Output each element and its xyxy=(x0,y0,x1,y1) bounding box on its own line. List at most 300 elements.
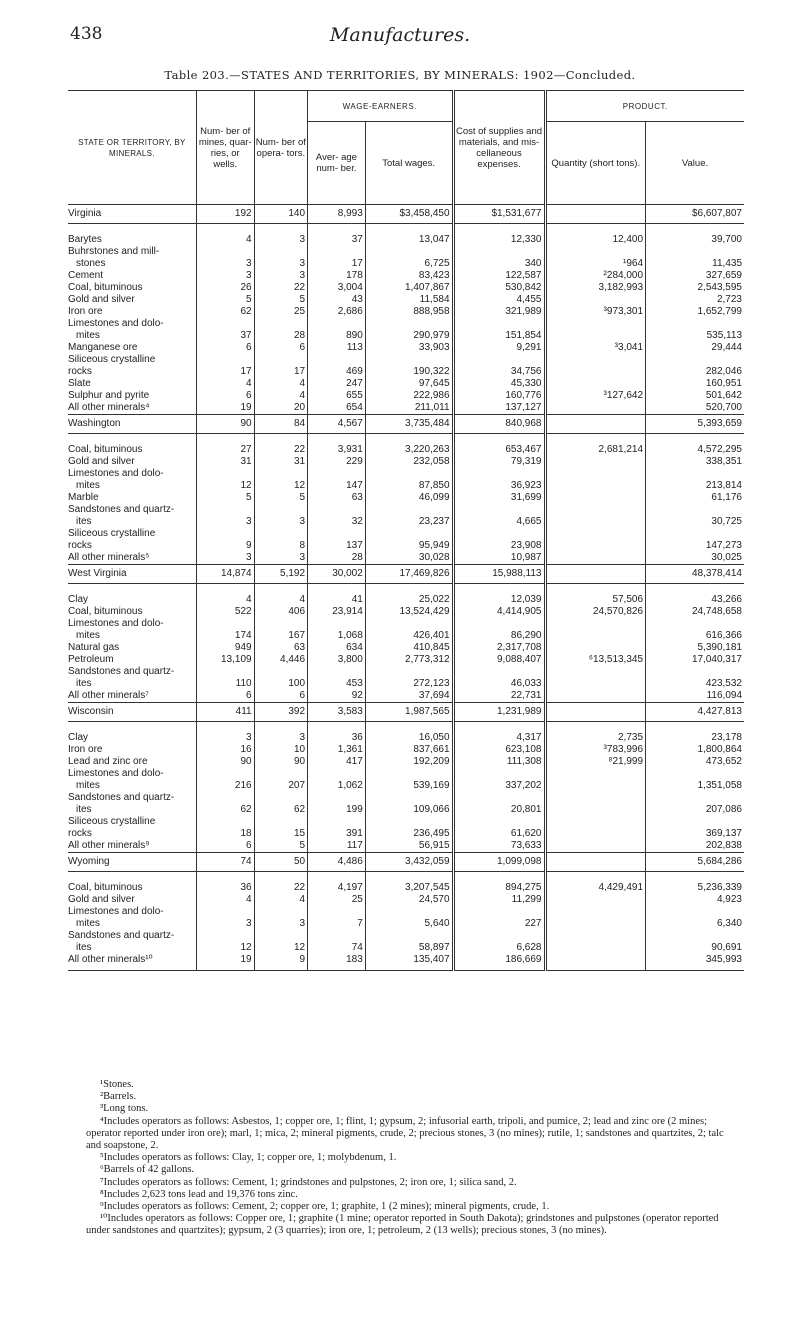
gap-cell xyxy=(68,872,196,883)
cell-quantity xyxy=(545,853,646,872)
cell-mines: 12 xyxy=(196,480,254,492)
col-group-product: PRODUCT. xyxy=(545,91,744,122)
mineral-name: mites xyxy=(76,330,100,341)
cell-cost: 23,908 xyxy=(453,540,545,552)
cell-total-wages: 33,903 xyxy=(365,342,453,354)
cell-total-wages: 236,495 xyxy=(365,828,453,840)
cell-mines: 62 xyxy=(196,306,254,318)
end-cell xyxy=(68,966,196,971)
mineral-row xyxy=(68,552,744,565)
gap-cell xyxy=(545,872,646,883)
cell-value: 30,725 xyxy=(646,516,744,528)
cell-avg-number: 30,002 xyxy=(308,565,366,584)
footnote: ¹Stones. xyxy=(100,1079,134,1090)
cell-mines: 90 xyxy=(196,756,254,768)
gap-cell xyxy=(68,584,196,595)
mineral-row xyxy=(68,654,744,666)
cell-value: 17,040,317 xyxy=(646,654,744,666)
cell-operators: 5 xyxy=(254,294,307,306)
cell-avg-number: 178 xyxy=(308,270,366,282)
cell-operators: 22 xyxy=(254,282,307,294)
cell-quantity xyxy=(545,318,646,330)
mineral-row xyxy=(68,732,744,744)
cell-avg-number: 8,993 xyxy=(308,205,366,224)
cell-quantity: ²284,000 xyxy=(545,270,646,282)
cell-total-wages: 11,584 xyxy=(365,294,453,306)
cell-cost xyxy=(453,528,545,540)
gap-cell xyxy=(453,584,545,595)
cell-value: 473,652 xyxy=(646,756,744,768)
mineral-name: Buhrstones and mill- xyxy=(68,246,160,257)
cell-avg-number: 183 xyxy=(308,954,366,966)
cell-total-wages: 426,401 xyxy=(365,630,453,642)
mineral-name: ites xyxy=(76,516,92,527)
cell-mines: 62 xyxy=(196,804,254,816)
row-gap xyxy=(68,434,744,445)
page-header xyxy=(0,24,800,54)
gap-cell xyxy=(196,872,254,883)
mineral-row xyxy=(68,666,744,678)
cell-cost xyxy=(453,618,545,630)
cell-cost xyxy=(453,246,545,258)
mineral-row xyxy=(68,744,744,756)
cell-quantity xyxy=(545,828,646,840)
col-quantity: Quantity (short tons). xyxy=(545,122,646,205)
cell-mines: 174 xyxy=(196,630,254,642)
cell-avg-number: 92 xyxy=(308,690,366,703)
mineral-name: stones xyxy=(76,258,106,269)
cell-cost: 4,455 xyxy=(453,294,545,306)
cell-avg-number xyxy=(308,906,366,918)
cell-value xyxy=(646,246,744,258)
gap-cell xyxy=(308,584,366,595)
cell-value: 5,390,181 xyxy=(646,642,744,654)
cell-mines xyxy=(196,354,254,366)
row-gap xyxy=(68,722,744,733)
gap-cell xyxy=(646,434,744,445)
cell-value: 4,572,295 xyxy=(646,444,744,456)
cell-avg-number xyxy=(308,666,366,678)
cell-operators: 5 xyxy=(254,840,307,853)
row-gap xyxy=(68,224,744,235)
gap-cell xyxy=(196,224,254,235)
cell-quantity: ⁸21,999 xyxy=(545,756,646,768)
cell-value: 1,800,864 xyxy=(646,744,744,756)
mineral-row xyxy=(68,504,744,516)
cell-total-wages xyxy=(365,618,453,630)
mineral-name: mites xyxy=(76,780,100,791)
mineral-name: Coal, bituminous xyxy=(68,282,143,293)
cell-mines: 3 xyxy=(196,918,254,930)
cell-avg-number: 4,486 xyxy=(308,853,366,872)
cell-quantity: ³783,996 xyxy=(545,744,646,756)
mineral-name: Gold and silver xyxy=(68,894,135,905)
cell-mines xyxy=(196,768,254,780)
cell-total-wages: 1,407,867 xyxy=(365,282,453,294)
cell-total-wages xyxy=(365,246,453,258)
cell-value xyxy=(646,468,744,480)
cell-avg-number: 3,931 xyxy=(308,444,366,456)
gap-cell xyxy=(453,722,545,733)
cell-quantity xyxy=(545,492,646,504)
cell-avg-number xyxy=(308,618,366,630)
footnote: ³Long tons. xyxy=(100,1103,149,1115)
mineral-row xyxy=(68,630,744,642)
mineral-row xyxy=(68,330,744,342)
cell-avg-number: 634 xyxy=(308,642,366,654)
cell-avg-number: 199 xyxy=(308,804,366,816)
cell-mines: 411 xyxy=(196,703,254,722)
mineral-name: All other minerals¹⁰ xyxy=(68,954,153,965)
cell-total-wages xyxy=(365,354,453,366)
cell-operators xyxy=(254,906,307,918)
cell-total-wages: 95,949 xyxy=(365,540,453,552)
table-caption: Table 203.—STATES AND TERRITORIES, BY MINERALS: 1902—Concluded. xyxy=(164,68,636,82)
cell-avg-number: 1,062 xyxy=(308,780,366,792)
cell-operators: 28 xyxy=(254,330,307,342)
cell-quantity xyxy=(545,354,646,366)
cell-total-wages xyxy=(365,816,453,828)
state-name: Wisconsin xyxy=(68,706,114,717)
cell-operators: 12 xyxy=(254,942,307,954)
cell-avg-number xyxy=(308,246,366,258)
gap-cell xyxy=(308,224,366,235)
cell-total-wages: 13,524,429 xyxy=(365,606,453,618)
cell-quantity xyxy=(545,780,646,792)
mineral-row xyxy=(68,816,744,828)
cell-cost: 31,699 xyxy=(453,492,545,504)
cell-quantity xyxy=(545,930,646,942)
cell-value: 338,351 xyxy=(646,456,744,468)
cell-cost: 160,776 xyxy=(453,390,545,402)
cell-operators: 22 xyxy=(254,882,307,894)
mineral-row xyxy=(68,942,744,954)
cell-operators: 406 xyxy=(254,606,307,618)
cell-quantity: ³3,041 xyxy=(545,342,646,354)
cell-cost: $1,531,677 xyxy=(453,205,545,224)
cell-mines: 19 xyxy=(196,954,254,966)
gap-cell xyxy=(646,872,744,883)
mineral-row xyxy=(68,756,744,768)
cell-value: 29,444 xyxy=(646,342,744,354)
cell-cost: 321,989 xyxy=(453,306,545,318)
cell-operators: 84 xyxy=(254,415,307,434)
cell-mines xyxy=(196,792,254,804)
cell-operators: 6 xyxy=(254,690,307,703)
cell-operators: 20 xyxy=(254,402,307,415)
cell-operators: 392 xyxy=(254,703,307,722)
cell-value xyxy=(646,504,744,516)
cell-quantity: ¹964 xyxy=(545,258,646,270)
footnote: ⁶Barrels of 42 gallons. xyxy=(100,1164,195,1176)
cell-mines: 90 xyxy=(196,415,254,434)
cell-total-wages: 135,407 xyxy=(365,954,453,966)
cell-value: 369,137 xyxy=(646,828,744,840)
mineral-row xyxy=(68,606,744,618)
mineral-name: Gold and silver xyxy=(68,456,135,467)
mineral-name: All other minerals⁴ xyxy=(68,402,150,413)
cell-total-wages: 888,958 xyxy=(365,306,453,318)
mineral-row xyxy=(68,282,744,294)
end-cell xyxy=(254,966,307,971)
cell-value: 520,700 xyxy=(646,402,744,415)
cell-value: 6,340 xyxy=(646,918,744,930)
cell-mines xyxy=(196,816,254,828)
cell-mines: 18 xyxy=(196,828,254,840)
mineral-name: Natural gas xyxy=(68,642,120,653)
cell-cost: 9,291 xyxy=(453,342,545,354)
cell-mines: 26 xyxy=(196,282,254,294)
mineral-name: Sandstones and quartz- xyxy=(68,792,175,803)
cell-total-wages: 25,022 xyxy=(365,594,453,606)
cell-cost xyxy=(453,906,545,918)
cell-mines: 6 xyxy=(196,342,254,354)
cell-value xyxy=(646,792,744,804)
cell-operators xyxy=(254,666,307,678)
mineral-name: Sulphur and pyrite xyxy=(68,390,150,401)
cell-value: 2,543,595 xyxy=(646,282,744,294)
cell-quantity xyxy=(545,516,646,528)
footnotes xyxy=(86,1079,740,1238)
mineral-name: Siliceous crystalline xyxy=(68,354,156,365)
col-cost: Cost of supplies and materials, and mis- cellaneous expenses. xyxy=(453,91,545,205)
cell-quantity xyxy=(545,678,646,690)
cell-avg-number: 117 xyxy=(308,840,366,853)
cell-avg-number: 4,197 xyxy=(308,882,366,894)
row-gap xyxy=(68,584,744,595)
gap-cell xyxy=(646,584,744,595)
cell-operators xyxy=(254,768,307,780)
col-total-wages: Total wages. xyxy=(365,122,453,205)
cell-operators: 4,446 xyxy=(254,654,307,666)
mineral-name: Gold and silver xyxy=(68,294,135,305)
cell-avg-number: 23,914 xyxy=(308,606,366,618)
cell-quantity: 4,429,491 xyxy=(545,882,646,894)
cell-mines: 522 xyxy=(196,606,254,618)
cell-operators xyxy=(254,354,307,366)
mineral-name: Cement xyxy=(68,270,104,281)
cell-cost: 6,628 xyxy=(453,942,545,954)
cell-total-wages: 16,050 xyxy=(365,732,453,744)
gap-cell xyxy=(68,722,196,733)
cell-operators: 3 xyxy=(254,258,307,270)
cell-value: 4,923 xyxy=(646,894,744,906)
footnote: ⁵Includes operators as follows: Clay, 1; copper ore, 1; molybdenum, 1. xyxy=(100,1152,397,1164)
cell-total-wages xyxy=(365,768,453,780)
cell-mines: 27 xyxy=(196,444,254,456)
end-cell xyxy=(545,966,646,971)
cell-cost: 1,099,098 xyxy=(453,853,545,872)
mineral-row xyxy=(68,366,744,378)
cell-mines xyxy=(196,504,254,516)
cell-operators xyxy=(254,618,307,630)
running-title: Manufactures. xyxy=(329,24,471,46)
page-number: 438 xyxy=(70,24,103,44)
cell-operators: 9 xyxy=(254,954,307,966)
cell-avg-number: 113 xyxy=(308,342,366,354)
cell-quantity xyxy=(545,894,646,906)
mineral-name: Clay xyxy=(68,594,89,605)
cell-quantity xyxy=(545,552,646,565)
cell-operators: 25 xyxy=(254,306,307,318)
mineral-name: Petroleum xyxy=(68,654,114,665)
gap-cell xyxy=(365,722,453,733)
cell-operators: 5,192 xyxy=(254,565,307,584)
cell-avg-number: 3,583 xyxy=(308,703,366,722)
cell-avg-number: 391 xyxy=(308,828,366,840)
cell-value: 535,113 xyxy=(646,330,744,342)
cell-avg-number xyxy=(308,528,366,540)
mineral-row xyxy=(68,792,744,804)
cell-cost: 4,317 xyxy=(453,732,545,744)
mineral-name: rocks xyxy=(68,828,92,839)
cell-total-wages: 192,209 xyxy=(365,756,453,768)
cell-total-wages xyxy=(365,906,453,918)
cell-avg-number xyxy=(308,318,366,330)
cell-cost: 530,842 xyxy=(453,282,545,294)
row-gap xyxy=(68,872,744,883)
cell-total-wages: 211,011 xyxy=(365,402,453,415)
cell-total-wages: 109,066 xyxy=(365,804,453,816)
cell-operators xyxy=(254,528,307,540)
cell-operators: 4 xyxy=(254,594,307,606)
cell-total-wages: 58,897 xyxy=(365,942,453,954)
cell-avg-number: 7 xyxy=(308,918,366,930)
cell-mines: 17 xyxy=(196,366,254,378)
cell-avg-number: 3,004 xyxy=(308,282,366,294)
cell-mines xyxy=(196,318,254,330)
cell-operators: 50 xyxy=(254,853,307,872)
cell-cost: 79,319 xyxy=(453,456,545,468)
cell-quantity xyxy=(545,205,646,224)
cell-total-wages: 24,570 xyxy=(365,894,453,906)
mineral-row xyxy=(68,768,744,780)
gap-cell xyxy=(68,434,196,445)
table-end xyxy=(68,966,744,971)
cell-quantity: ⁶13,513,345 xyxy=(545,654,646,666)
cell-avg-number xyxy=(308,468,366,480)
cell-cost: 9,088,407 xyxy=(453,654,545,666)
gap-cell xyxy=(254,722,307,733)
cell-value xyxy=(646,768,744,780)
cell-total-wages: 1,987,565 xyxy=(365,703,453,722)
cell-operators: 8 xyxy=(254,540,307,552)
cell-operators xyxy=(254,792,307,804)
cell-quantity xyxy=(545,528,646,540)
cell-total-wages xyxy=(365,792,453,804)
gap-cell xyxy=(545,584,646,595)
cell-mines: 36 xyxy=(196,882,254,894)
cell-cost xyxy=(453,504,545,516)
cell-cost: 10,987 xyxy=(453,552,545,565)
cell-quantity xyxy=(545,468,646,480)
cell-mines: 3 xyxy=(196,516,254,528)
cell-value: $6,607,807 xyxy=(646,205,744,224)
mineral-name: Iron ore xyxy=(68,306,103,317)
mineral-name: Iron ore xyxy=(68,744,103,755)
cell-cost xyxy=(453,318,545,330)
cell-quantity: ³973,301 xyxy=(545,306,646,318)
mineral-row xyxy=(68,516,744,528)
cell-avg-number: 25 xyxy=(308,894,366,906)
cell-quantity xyxy=(545,816,646,828)
cell-operators: 15 xyxy=(254,828,307,840)
cell-mines: 12 xyxy=(196,942,254,954)
cell-cost: 15,988,113 xyxy=(453,565,545,584)
cell-mines: 37 xyxy=(196,330,254,342)
cell-quantity: 24,570,826 xyxy=(545,606,646,618)
cell-total-wages: 222,986 xyxy=(365,390,453,402)
cell-total-wages xyxy=(365,930,453,942)
cell-quantity xyxy=(545,366,646,378)
mineral-row xyxy=(68,678,744,690)
mineral-row xyxy=(68,690,744,703)
mineral-name: Barytes xyxy=(68,234,102,245)
gap-cell xyxy=(254,584,307,595)
cell-mines: 3 xyxy=(196,258,254,270)
mineral-row xyxy=(68,342,744,354)
mineral-row xyxy=(68,444,744,456)
col-value: Value. xyxy=(646,122,744,205)
gap-cell xyxy=(254,872,307,883)
cell-cost: 73,633 xyxy=(453,840,545,853)
footnote: ⁸Includes 2,623 tons lead and 19,376 tons zinc. xyxy=(100,1188,298,1200)
cell-mines xyxy=(196,528,254,540)
cell-value xyxy=(646,528,744,540)
cell-mines xyxy=(196,618,254,630)
cell-value xyxy=(646,666,744,678)
cell-operators: 100 xyxy=(254,678,307,690)
cell-avg-number: 654 xyxy=(308,402,366,415)
mineral-row xyxy=(68,540,744,552)
mineral-row xyxy=(68,234,744,246)
mineral-row xyxy=(68,918,744,930)
cell-avg-number: 17 xyxy=(308,258,366,270)
footnote: ⁷Includes operators as follows: Cement, 1; grindstones and pulpstones, 2; iron ore, 1; silica sand, 2. xyxy=(100,1176,517,1188)
cell-value: 1,652,799 xyxy=(646,306,744,318)
cell-avg-number: 1,068 xyxy=(308,630,366,642)
cell-operators: 6 xyxy=(254,342,307,354)
cell-mines: 4 xyxy=(196,378,254,390)
cell-quantity xyxy=(545,246,646,258)
cell-operators xyxy=(254,816,307,828)
mineral-row xyxy=(68,318,744,330)
mineral-name: Sandstones and quartz- xyxy=(68,930,175,941)
mineral-row xyxy=(68,378,744,390)
cell-mines xyxy=(196,246,254,258)
cell-quantity: 12,400 xyxy=(545,234,646,246)
cell-avg-number xyxy=(308,354,366,366)
footnote: ⁹Includes operators as follows: Cement, 2; copper ore, 1; graphite, 1 (2 mines); mineral pigments, crude, 1. xyxy=(100,1201,550,1213)
mineral-name: rocks xyxy=(68,540,92,551)
cell-avg-number: 41 xyxy=(308,594,366,606)
cell-mines: 6 xyxy=(196,690,254,703)
end-cell xyxy=(453,966,545,971)
cell-total-wages: 3,735,484 xyxy=(365,415,453,434)
gap-cell xyxy=(365,224,453,235)
cell-cost xyxy=(453,468,545,480)
col-avg-number: Aver- age num- ber. xyxy=(308,122,366,205)
cell-cost: 111,308 xyxy=(453,756,545,768)
cell-avg-number: 36 xyxy=(308,732,366,744)
cell-cost: 337,202 xyxy=(453,780,545,792)
cell-cost: 623,108 xyxy=(453,744,545,756)
cell-cost: 12,330 xyxy=(453,234,545,246)
state-total-row xyxy=(68,415,744,434)
cell-operators xyxy=(254,318,307,330)
table-body xyxy=(68,205,744,971)
mineral-name: Limestones and dolo- xyxy=(68,618,164,629)
